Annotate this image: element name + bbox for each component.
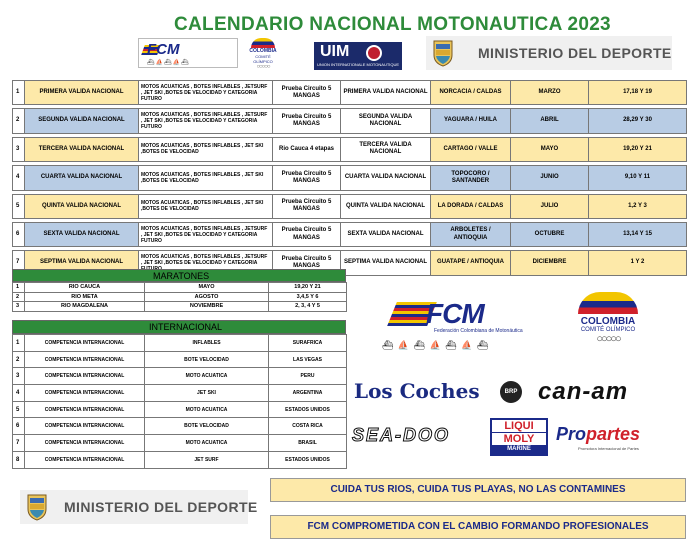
- boats-icon: ⛴ ⛵ ⛴ ⛵ ⛴ ⛵ ⛴: [382, 340, 490, 350]
- lugar: ESTADOS UNIDOS: [269, 451, 347, 468]
- lugar: BRASIL: [269, 435, 347, 452]
- competencia: COMPETENCIA INTERNACIONAL: [25, 335, 145, 352]
- fcm-logo-text: FCM: [147, 41, 180, 58]
- mes: MAYO: [145, 283, 269, 293]
- table-row: [13, 137, 687, 161]
- valida-label: PRIMERA VALIDA NACIONAL: [341, 81, 431, 105]
- banner-fcm-comprometida: FCM COMPROMETIDA CON EL CAMBIO FORMANDO PROFESIONALES: [270, 515, 686, 539]
- fecha: 3,4,5 Y 6: [269, 292, 347, 302]
- competencia: COMPETENCIA INTERNACIONAL: [25, 418, 145, 435]
- row-number: 3: [13, 302, 25, 312]
- row-number: 6: [13, 222, 25, 246]
- valida-name: SEPTIMA VALIDA NACIONAL: [25, 251, 139, 275]
- mes: AGOSTO: [145, 292, 269, 302]
- competencia: COMPETENCIA INTERNACIONAL: [25, 451, 145, 468]
- prueba: Prueba Circuito 5 MANGAS: [273, 166, 341, 190]
- valida-name: SEXTA VALIDA NACIONAL: [25, 222, 139, 246]
- sede: NORCACIA / CALDAS: [431, 81, 511, 105]
- colombia-olympic-logo: [245, 38, 281, 70]
- moly-label: MOLY: [492, 433, 546, 445]
- categorias: MOTOS ACUATICAS , BOTES INFLABLES , JETSURF , JET SKI ,BOTES DE VELOCIDAD Y CATEGORIA FUTURO: [139, 222, 273, 246]
- mes: ABRIL: [511, 109, 589, 133]
- lugar: SURAFRICA: [269, 335, 347, 352]
- row-number: 4: [13, 385, 25, 402]
- table-row: [13, 292, 347, 302]
- maratones-title: MARATONES: [153, 271, 210, 281]
- categoria: MOTO ACUATICA: [145, 368, 269, 385]
- competencia: COMPETENCIA INTERNACIONAL: [25, 368, 145, 385]
- prueba: Prueba Circuito 5 MANGAS: [273, 251, 341, 275]
- categoria: MOTO ACUATICA: [145, 435, 269, 452]
- table-row: [13, 81, 687, 105]
- marine-label: MARINE: [507, 446, 531, 452]
- table-row: [13, 368, 347, 385]
- row-number: 3: [13, 368, 25, 385]
- mes: NOVIEMBRE: [145, 302, 269, 312]
- categoria: JET SURF: [145, 451, 269, 468]
- table-row: [13, 435, 347, 452]
- fecha: 28,29 Y 30: [589, 109, 687, 133]
- row-number: 5: [13, 401, 25, 418]
- row-number: 7: [13, 435, 25, 452]
- boats-icon: ⛴⛵⛴⛵⛴: [147, 60, 190, 66]
- table-row: [13, 451, 347, 468]
- row-number: 2: [13, 292, 25, 302]
- valida-name: PRIMERA VALIDA NACIONAL: [25, 81, 139, 105]
- categoria: BOTE VELOCIDAD: [145, 351, 269, 368]
- mes: OCTUBRE: [511, 222, 589, 246]
- categorias: MOTOS ACUATICAS , BOTES INFLABLES , JET SKI ,BOTES DE VELOCIDAD: [139, 166, 273, 190]
- valida-label: QUINTA VALIDA NACIONAL: [341, 194, 431, 218]
- prueba: Rio Cauca 4 etapas: [273, 137, 341, 161]
- row-number: 2: [13, 109, 25, 133]
- colombia-label: COLOMBIA: [249, 48, 277, 54]
- uim-emblem-icon: [366, 45, 382, 61]
- row-number: 2: [13, 351, 25, 368]
- fecha: 1 Y 2: [589, 251, 687, 275]
- sede: LA DORADA / CALDAS: [431, 194, 511, 218]
- pro-label: Pro: [556, 424, 587, 444]
- row-number: 5: [13, 194, 25, 218]
- ministerio-logo-bottom: [20, 490, 258, 524]
- table-row: [13, 385, 347, 402]
- table-row: [13, 194, 687, 218]
- categoria: BOTE VELOCIDAD: [145, 418, 269, 435]
- valida-name: CUARTA VALIDA NACIONAL: [25, 166, 139, 190]
- los-coches-logo: Los Coches: [354, 379, 480, 403]
- liqui-label: LIQUI: [492, 420, 546, 432]
- internacional-title: INTERNACIONAL: [149, 322, 223, 332]
- table-row: [13, 418, 347, 435]
- valida-label: SEPTIMA VALIDA NACIONAL: [341, 251, 431, 275]
- row-number: 4: [13, 166, 25, 190]
- internacional-header: [12, 320, 346, 334]
- mes: MARZO: [511, 81, 589, 105]
- valida-label: CUARTA VALIDA NACIONAL: [341, 166, 431, 190]
- valida-name: SEGUNDA VALIDA NACIONAL: [25, 109, 139, 133]
- propartes-logo: [556, 424, 640, 445]
- fecha: 1,2 Y 3: [589, 194, 687, 218]
- comite-label: COMITÉ OLÍMPICO: [253, 54, 273, 64]
- row-number: 1: [13, 283, 25, 293]
- row-number: 1: [13, 335, 25, 352]
- competencia: COMPETENCIA INTERNACIONAL: [25, 401, 145, 418]
- fecha: 9,10 Y 11: [589, 166, 687, 190]
- table-row: [13, 222, 687, 246]
- categorias: MOTOS ACUATICAS , BOTES INFLABLES , JETSURF , JET SKI ,BOTES DE VELOCIDAD Y CATEGORIA: [139, 251, 273, 275]
- validas-table: [12, 80, 687, 276]
- lugar: ESTADOS UNIDOS: [269, 401, 347, 418]
- mes: MAYO: [511, 137, 589, 161]
- partes-label: partes: [586, 424, 641, 444]
- table-row: [13, 302, 347, 312]
- uim-logo-text: UIM: [320, 43, 350, 60]
- colombia-swoosh-icon: [251, 38, 275, 48]
- colombia-label: COLOMBIA: [580, 316, 636, 327]
- row-number: 3: [13, 137, 25, 161]
- table-row: [13, 335, 347, 352]
- olympic-rings-icon: ○○○○○: [596, 333, 620, 345]
- table-row: [13, 351, 347, 368]
- brp-logo: BRP: [500, 381, 522, 403]
- banner-cuida-rios: CUIDA TUS RIOS, CUIDA TUS PLAYAS, NO LAS CONTAMINES: [270, 478, 686, 502]
- categoria: MOTO ACUATICA: [145, 401, 269, 418]
- row-number: 7: [13, 251, 25, 275]
- fecha: 2, 3, 4 Y 5: [269, 302, 347, 312]
- mes: DICIEMBRE: [511, 251, 589, 275]
- categorias: MOTOS ACUATICAS , BOTES INFLABLES , JETSURF , JET SKI ,BOTES DE VELOCIDAD Y CATEGORIA FUTURO: [139, 81, 273, 105]
- comite-label: COMITÉ OLÍMPICO: [580, 327, 636, 333]
- uim-subtitle: UNION INTERNATIONALE MOTONAUTIQUE: [317, 62, 400, 67]
- fcm-logo: [138, 38, 238, 68]
- valida-label: TERCERA VALIDA NACIONAL: [341, 137, 431, 161]
- row-number: 8: [13, 451, 25, 468]
- colombia-coat-of-arms-icon: [432, 39, 454, 67]
- fcm-logo-large: [382, 298, 542, 362]
- sede: TOPOCORO / SANTANDER: [431, 166, 511, 190]
- fecha: 19,20 Y 21: [589, 137, 687, 161]
- can-am-logo: can-am: [538, 378, 629, 405]
- fcm-logo-large-text: FCM: [426, 298, 484, 329]
- sede: YAGUARA / HUILA: [431, 109, 511, 133]
- valida-label: SEXTA VALIDA NACIONAL: [341, 222, 431, 246]
- fecha: 13,14 Y 15: [589, 222, 687, 246]
- maratones-header: [12, 269, 346, 282]
- table-row: [13, 109, 687, 133]
- valida-name: TERCERA VALIDA NACIONAL: [25, 137, 139, 161]
- competencia: COMPETENCIA INTERNACIONAL: [25, 435, 145, 452]
- uim-logo: [314, 42, 402, 70]
- competencia: COMPETENCIA INTERNACIONAL: [25, 351, 145, 368]
- categorias: MOTOS ACUATICAS , BOTES INFLABLES , JET SKI ,BOTES DE VELOCIDAD: [139, 194, 273, 218]
- rio: RIO MAGDALENA: [25, 302, 145, 312]
- fecha: 19,20 Y 21: [269, 283, 347, 293]
- sede: CARTAGO / VALLE: [431, 137, 511, 161]
- lugar: PERU: [269, 368, 347, 385]
- internacional-table: [12, 334, 347, 469]
- colombia-olympic-logo-large: [566, 292, 650, 364]
- colombia-coat-of-arms-icon: [26, 493, 48, 521]
- sea-doo-logo: SEA-DOO: [352, 425, 451, 445]
- propartes-subtitle: Promotora Internacional de Partes: [578, 446, 639, 451]
- maratones-table: [12, 282, 347, 312]
- valida-name: QUINTA VALIDA NACIONAL: [25, 194, 139, 218]
- page-title: CALENDARIO NACIONAL MOTONAUTICA 2023: [174, 14, 611, 35]
- sede: ARBOLETES / ANTIOQUIA: [431, 222, 511, 246]
- categorias: MOTOS ACUATICAS , BOTES INFLABLES , JET SKI ,BOTES DE VELOCIDAD: [139, 137, 273, 161]
- table-row: [13, 283, 347, 293]
- lugar: LAS VEGAS: [269, 351, 347, 368]
- lugar: COSTA RICA: [269, 418, 347, 435]
- lugar: ARGENTINA: [269, 385, 347, 402]
- fecha: 17,18 Y 19: [589, 81, 687, 105]
- olympic-rings-icon: ○○○○○: [256, 64, 270, 70]
- categoria: INFLABLES: [145, 335, 269, 352]
- prueba: Prueba Circuito 5 MANGAS: [273, 109, 341, 133]
- competencia: COMPETENCIA INTERNACIONAL: [25, 385, 145, 402]
- table-row: [13, 166, 687, 190]
- categoria: JET SKI: [145, 385, 269, 402]
- mes: JUNIO: [511, 166, 589, 190]
- ministerio-label: MINISTERIO DEL DEPORTE: [64, 499, 258, 515]
- colombia-swoosh-icon: [578, 292, 638, 314]
- rio: RIO META: [25, 292, 145, 302]
- row-number: 6: [13, 418, 25, 435]
- row-number: 1: [13, 81, 25, 105]
- valida-label: SEGUNDA VALIDA NACIONAL: [341, 109, 431, 133]
- categorias: MOTOS ACUATICAS , BOTES INFLABLES , JETSURF , JET SKI ,BOTES DE VELOCIDAD Y CATEGORIA FUTURO: [139, 109, 273, 133]
- liqui-moly-logo: [490, 418, 548, 456]
- prueba: Prueba Circuito 5 MANGAS: [273, 81, 341, 105]
- prueba: Prueba Circuito 5 MANGAS: [273, 194, 341, 218]
- ministerio-label: MINISTERIO DEL DEPORTE: [478, 45, 672, 61]
- table-row: [13, 401, 347, 418]
- rio: RIO CAUCA: [25, 283, 145, 293]
- mes: JULIO: [511, 194, 589, 218]
- sede: GUATAPE / ANTIOQUIA: [431, 251, 511, 275]
- ministerio-logo-top: [426, 36, 672, 70]
- fcm-subtitle: Federación Colombiana de Motonáutica: [434, 328, 523, 334]
- prueba: Prueba Circuito 5 MANGAS: [273, 222, 341, 246]
